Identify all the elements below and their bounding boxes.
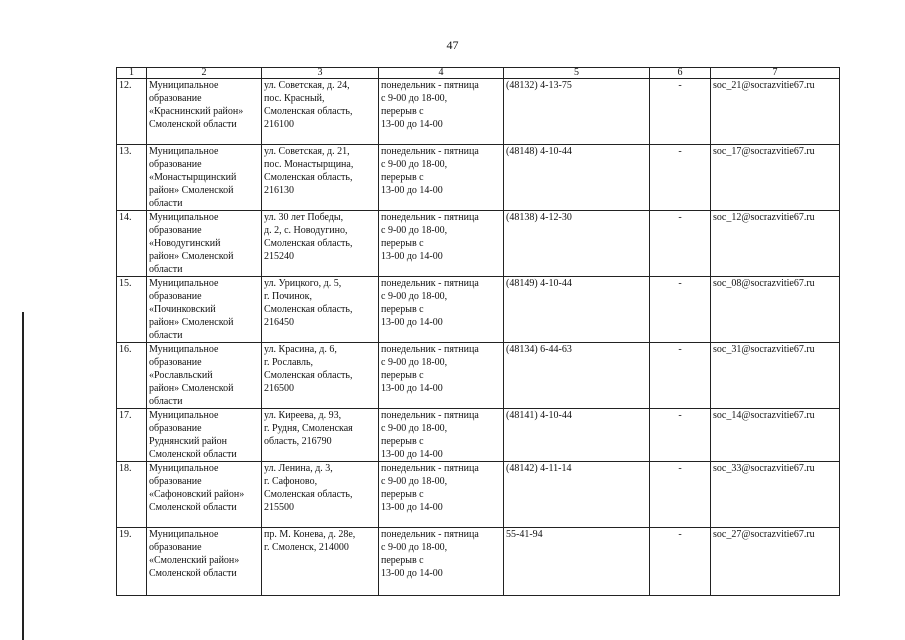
- row-number: 18.: [117, 462, 147, 528]
- table-row: [117, 79, 840, 145]
- working-hours: понедельник - пятница с 9-00 до 18-00, перерыв с 13-00 до 14-00: [379, 145, 504, 211]
- column-header: 6: [650, 68, 711, 79]
- column-6-value: -: [650, 343, 711, 409]
- address: ул. Советская, д. 24, пос. Красный, Смоленская область, 216100: [262, 79, 379, 145]
- column-header: 7: [711, 68, 840, 79]
- column-6-value: -: [650, 211, 711, 277]
- working-hours: понедельник - пятница с 9-00 до 18-00, перерыв с 13-00 до 14-00: [379, 79, 504, 145]
- municipality-name: Муниципальное образование «Сафоновский район» Смоленской области: [147, 462, 262, 528]
- row-number: 16.: [117, 343, 147, 409]
- row-number: 15.: [117, 277, 147, 343]
- row-number: 17.: [117, 409, 147, 462]
- table-row: [117, 409, 840, 462]
- municipality-name: Муниципальное образование «Починковский район» Смоленской области: [147, 277, 262, 343]
- address: ул. Киреева, д. 93, г. Рудня, Смоленская область, 216790: [262, 409, 379, 462]
- row-number: 13.: [117, 145, 147, 211]
- email: soc_08@socrazvitie67.ru: [711, 277, 840, 343]
- table-row: [117, 145, 840, 211]
- registry-table: [116, 67, 840, 596]
- table-row: [117, 343, 840, 409]
- phone: (48141) 4-10-44: [504, 409, 650, 462]
- address: ул. Советская, д. 21, пос. Монастырщина, Смоленская область, 216130: [262, 145, 379, 211]
- email: soc_12@socrazvitie67.ru: [711, 211, 840, 277]
- address: ул. 30 лет Победы, д. 2, с. Новодугино, Смоленская область, 215240: [262, 211, 379, 277]
- table-row: [117, 462, 840, 528]
- phone: (48138) 4-12-30: [504, 211, 650, 277]
- address: ул. Красина, д. 6, г. Рославль, Смоленская область, 216500: [262, 343, 379, 409]
- email: soc_17@socrazvitie67.ru: [711, 145, 840, 211]
- column-6-value: -: [650, 528, 711, 596]
- phone: (48132) 4-13-75: [504, 79, 650, 145]
- municipality-name: Муниципальное образование «Смоленский район» Смоленской области: [147, 528, 262, 596]
- email: soc_21@socrazvitie67.ru: [711, 79, 840, 145]
- phone: (48148) 4-10-44: [504, 145, 650, 211]
- email: soc_27@socrazvitie67.ru: [711, 528, 840, 596]
- working-hours: понедельник - пятница с 9-00 до 18-00, перерыв с 13-00 до 14-00: [379, 211, 504, 277]
- column-6-value: -: [650, 462, 711, 528]
- phone: 55-41-94: [504, 528, 650, 596]
- address: ул. Ленина, д. 3, г. Сафоново, Смоленская область, 215500: [262, 462, 379, 528]
- scan-edge-line: [22, 312, 24, 640]
- column-6-value: -: [650, 277, 711, 343]
- address: ул. Урицкого, д. 5, г. Починок, Смоленская область, 216450: [262, 277, 379, 343]
- column-header: 4: [379, 68, 504, 79]
- working-hours: понедельник - пятница с 9-00 до 18-00, перерыв с 13-00 до 14-00: [379, 343, 504, 409]
- municipality-name: Муниципальное образование «Рославльский район» Смоленской области: [147, 343, 262, 409]
- column-header: 3: [262, 68, 379, 79]
- working-hours: понедельник - пятница с 9-00 до 18-00, перерыв с 13-00 до 14-00: [379, 462, 504, 528]
- column-header: 2: [147, 68, 262, 79]
- phone: (48149) 4-10-44: [504, 277, 650, 343]
- table-row: [117, 528, 840, 596]
- column-header: 5: [504, 68, 650, 79]
- working-hours: понедельник - пятница с 9-00 до 18-00, перерыв с 13-00 до 14-00: [379, 528, 504, 596]
- row-number: 19.: [117, 528, 147, 596]
- table-row: [117, 277, 840, 343]
- email: soc_33@socrazvitie67.ru: [711, 462, 840, 528]
- email: soc_31@socrazvitie67.ru: [711, 343, 840, 409]
- working-hours: понедельник - пятница с 9-00 до 18-00, перерыв с 13-00 до 14-00: [379, 409, 504, 462]
- phone: (48142) 4-11-14: [504, 462, 650, 528]
- working-hours: понедельник - пятница с 9-00 до 18-00, перерыв с 13-00 до 14-00: [379, 277, 504, 343]
- row-number: 14.: [117, 211, 147, 277]
- address: пр. М. Конева, д. 28е, г. Смоленск, 214000: [262, 528, 379, 596]
- municipality-name: Муниципальное образование «Монастырщинский район» Смоленской области: [147, 145, 262, 211]
- table-row: [117, 211, 840, 277]
- municipality-name: Муниципальное образование «Краснинский район» Смоленской области: [147, 79, 262, 145]
- municipality-name: Муниципальное образование Руднянский район Смоленской области: [147, 409, 262, 462]
- phone: (48134) 6-44-63: [504, 343, 650, 409]
- column-6-value: -: [650, 79, 711, 145]
- column-6-value: -: [650, 145, 711, 211]
- column-header: 1: [117, 68, 147, 79]
- email: soc_14@socrazvitie67.ru: [711, 409, 840, 462]
- municipality-name: Муниципальное образование «Новодугинский район» Смоленской области: [147, 211, 262, 277]
- column-number-row: [117, 68, 840, 79]
- column-6-value: -: [650, 409, 711, 462]
- row-number: 12.: [117, 79, 147, 145]
- page-number: 47: [446, 38, 459, 52]
